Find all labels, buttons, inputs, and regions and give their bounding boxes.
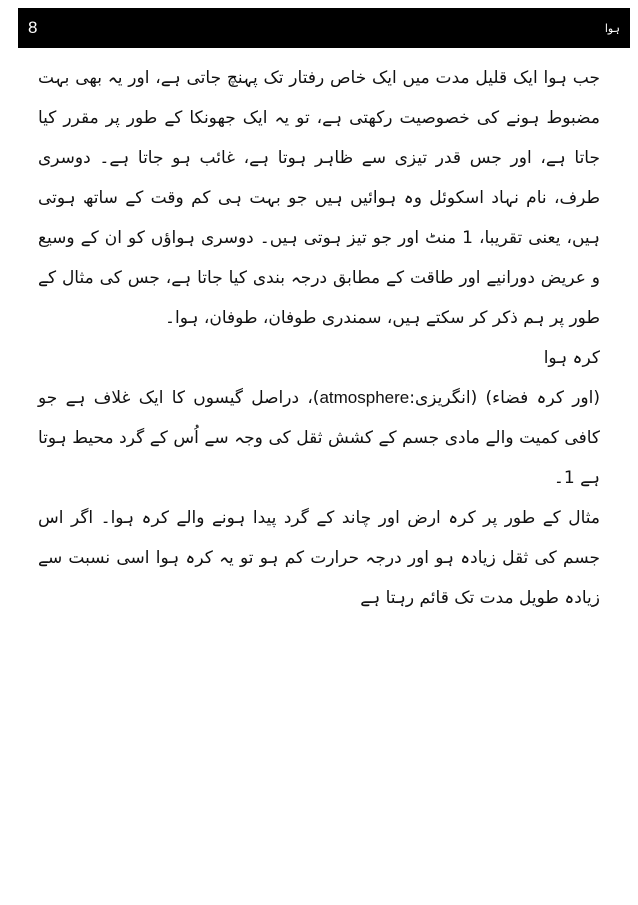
running-title: ہوا bbox=[604, 21, 620, 35]
paragraph-atmosphere-example: مثال کے طور پر کرہ ارض اور چاند کے گرد پیدا ہونے والے کرہ ہوا۔ اگر اس جسم کی ثقل زیادہ ہو اور درجہ حرارت کم ہو تو یہ کرہ ہوا اسی نسبت سے زیادہ طویل مدت تک قائم رہتا ہے bbox=[38, 508, 600, 608]
page-number: 8 bbox=[28, 18, 38, 37]
atmosphere-text-before: (اور کرہ فضاء) (انگریزی: bbox=[409, 388, 600, 408]
atmosphere-text-after: )، دراصل گیسوں کا ایک غلاف ہے جو کافی کمیت والے مادی جسم کے کشش ثقل کی وجہ سے اُس کے گرد محیط ہوتا ہے 1۔ bbox=[38, 388, 600, 488]
atmosphere-english-term: atmosphere bbox=[319, 388, 410, 407]
page-header bbox=[18, 8, 630, 48]
section-heading-atmosphere: کرہ ہوا bbox=[543, 348, 600, 368]
document-body bbox=[38, 58, 600, 618]
paragraph-gusts-and-squalls: جب ہوا ایک قلیل مدت میں ایک خاص رفتار تک پہنچ جاتی ہے، اور یہ بھی بہت مضبوط ہونے کی خصوصیت رکھتی ہے، تو یہ ایک جھونکا کے طور پر مقرر کیا جاتا ہے، اور جس قدر تیزی سے ظاہر ہوتا ہے، غائب ہو جاتا ہے۔ دوسری طرف، نام نہاد اسکوئل وہ ہوائیں ہیں جو بہت ہی کم وقت کے ساتھ ہوتی ہیں، یعنی تقریبا، 1 منٹ اور جو تیز ہوتی ہیں۔ دوسری ہواؤں کو ان کے وسیع و عریض دورانیے اور طاقت کے مطابق درجہ بندی کیا جاتا ہے، جس کی مثال کے طور پر ہم ذکر کر سکتے ہیں، سمندری طوفان، طوفان، ہوا۔ bbox=[38, 68, 601, 328]
paragraph-atmosphere-definition bbox=[38, 378, 600, 498]
